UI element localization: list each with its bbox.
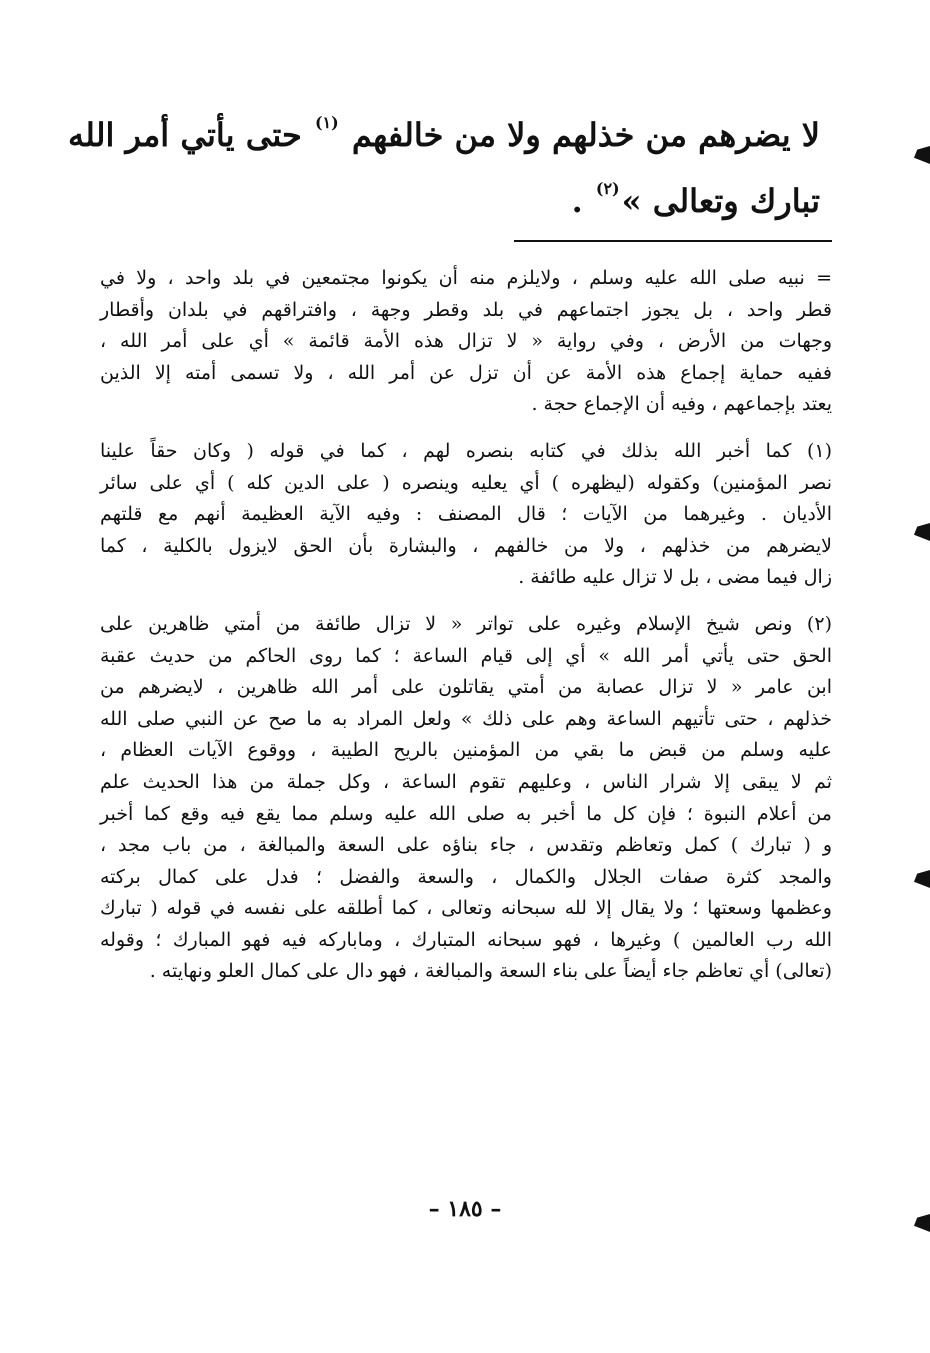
main-text-line <box>67 102 820 168</box>
footnote-line: ابن عامر « لا تزال عصابة من أمتي يقاتلون على أمر الله ظاهرين ، لايضرهم من <box>100 676 832 699</box>
footnote-line: ثم لا يبقى إلا شرار الناس ، وعليهم تقوم الساعة ، وكل جملة من هذا الحديث علم <box>100 770 832 793</box>
footnote-paragraph <box>100 609 832 988</box>
footnote-line: ففيه حماية إجماع هذه الأمة عن أن تزل عن أمر الله ، ولا تسمى أمته إلا الذين <box>100 361 832 384</box>
footnote-line: زال فيما مضى ، بل لا تزال عليه طائفة . <box>518 566 832 589</box>
footnote-ref: (٢) <box>595 179 620 198</box>
footnote-line: قطر واحد ، بل يجوز اجتماعهم في بلد وقطر وجهة ، وافتراقهم في بلدان وأقطار <box>100 298 832 321</box>
footnote-line: (٢) ونص شيخ الإسلام وغيره على تواتر « لا تزال طائفة من أمتي ظاهرين على <box>100 612 832 635</box>
footnote-line: نصر المؤمنين) وكقوله (ليظهره ) أي يعليه وينصره ( على الدين كله ) أي على سائر <box>100 471 832 494</box>
footnote-line: لايضرهم من خذلهم ، ولا من خالفهم ، والبشارة بأن الحق لايزول بالكلية ، كما <box>100 534 832 557</box>
footnote-paragraph <box>100 436 832 594</box>
footnote-line: عليه وسلم من قبض ما بقي من المؤمنين بالريح الطيبة ، ووقوع الآيات العظام ، <box>100 739 832 762</box>
main-text-segment: حتى يأتي أمر الله <box>67 116 302 154</box>
binding-mark-icon <box>914 523 930 541</box>
footnote-line: = نبيه صلى الله عليه وسلم ، ولايلزم منه أن يكونوا مجتمعين في بلد واحد ، ولا في <box>100 267 832 289</box>
footnote-ref: (١) <box>314 113 339 132</box>
footnote-line: من أعلام النبوة ؛ فإن كل ما أخبر به صلى الله عليه وسلم مما يقع فيه وقع كما أخبر <box>100 802 832 825</box>
main-text-block <box>67 102 820 234</box>
footnotes-block <box>100 263 832 1003</box>
binding-mark-icon <box>914 146 930 164</box>
footnote-line: يعتد بإجماعهم ، وفيه أن الإجماع حجة . <box>531 393 832 416</box>
footnote-separator <box>514 240 832 242</box>
main-text-segment: . <box>571 182 583 220</box>
footnote-line: (١) كما أخبر الله بذلك في كتابه بنصره لهم ، كما في قوله ( وكان حقاً علينا <box>100 439 832 462</box>
footnote-paragraph <box>100 263 832 421</box>
footnote-line: (تعالى) أي تعاظم جاء أيضاً على بناء السعة والمبالغة ، فهو دال على كمال العلو ونهايته . <box>149 960 832 983</box>
footnote-line: وجهات من الأرض ، وفي رواية « لا تزال هذه الأمة قائمة » أي على أمر الله ، <box>100 330 832 353</box>
footnote-line: الله رب العالمين ) وغيرها ، فهو سبحانه المتبارك ، وماباركه فيه فهو المبارك ؛ وقوله <box>100 928 832 951</box>
footnote-line: خذلهم ، حتى تأتيهم الساعة وهم على ذلك » ولعل المراد به ما صح عن النبي صلى الله <box>100 707 832 730</box>
footnote-line: وعظمها وسعتها ؛ ولا يقال إلا لله سبحانه وتعالى ، كما أطلقه على نفسه في قوله ( تبارك <box>100 897 832 920</box>
main-text-segment: تبارك وتعالى » <box>621 182 820 220</box>
binding-mark-icon <box>914 1214 930 1232</box>
main-text-segment: لا يضرهم من خذلهم ولا من خالفهم <box>351 116 820 154</box>
main-text-line <box>102 168 820 234</box>
footnote-line: الأديان . وغيرهما من الآيات ؛ قال المصنف : وفيه الآية العظيمة أنهم مع قلتهم <box>100 503 832 526</box>
footnote-line: الحق حتى يأتي أمر الله » أي إلى قيام الساعة ؛ كما روى الحاكم من حديث عقبة <box>100 644 832 667</box>
binding-mark-icon <box>914 870 930 888</box>
page-number: – ١٨٥ – <box>428 1196 502 1222</box>
footnote-line: و ( تبارك ) كمل وتعاظم وتقدس ، جاء بناؤه على السعة والمبالغة ، من باب مجد ، <box>100 834 832 857</box>
footnote-line: والمجد كثرة صفات الجلال والكمال ، والسعة والفضل ؛ فدل على كمال بركته <box>100 865 832 888</box>
